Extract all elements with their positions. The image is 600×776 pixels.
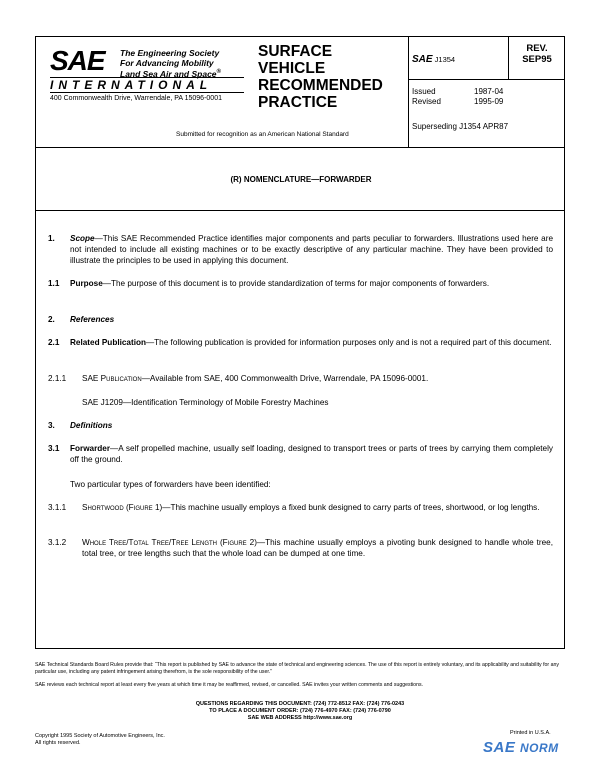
society-tagline <box>120 49 221 79</box>
society-line-2: For Advancing Mobility <box>120 57 214 68</box>
section-1-1 <box>48 278 553 302</box>
section-3 <box>48 420 553 432</box>
section-3-1-1 <box>48 502 553 526</box>
document-category <box>258 43 383 111</box>
international-banner: INTERNATIONAL <box>50 77 244 93</box>
section-heading: SAE Publication <box>82 374 142 383</box>
sae-norm-logo <box>483 740 559 756</box>
society-line-1: The Engineering Society <box>120 48 220 58</box>
review-notice: SAE reviews each technical report at least every five years at which time it may be reaffirmed, revised, or cancelled. SAE invites your written comments and suggestions. <box>35 682 423 688</box>
section-text: Forwarder—A self propelled machine, usually self loading, designed to transport trees or parts of trees by carrying them completely off the ground. <box>70 444 553 464</box>
section-2-1 <box>48 337 553 361</box>
section-text: SAE Publication—Available from SAE, 400 Commonwealth Drive, Warrendale, PA 15096-0001. <box>82 374 429 383</box>
sae-logo: SAE <box>50 45 105 76</box>
document-number <box>412 55 455 65</box>
section-text: Scope—This SAE Recommended Practice identifies major components and parts peculiar to forwarders. Illustrations used here are not intended to include all existing machines or to be exactly descriptive of any particular machine. They have been provided to illustrate the principles to be used in applying this document. <box>70 234 553 265</box>
header-divider-horizontal <box>408 79 565 80</box>
section-number: 1. <box>48 234 55 243</box>
category-line-3: RECOMMENDED <box>258 77 383 94</box>
title-box <box>35 147 565 211</box>
issued-label: Issued <box>412 87 436 96</box>
order-line: TO PLACE A DOCUMENT ORDER: (724) 776-4970 FAX: (724) 776-0790 <box>209 708 391 714</box>
technical-board-notice: SAE Technical Standards Board Rules provide that: “This report is published by SAE to advance the state of technical and engineering sciences. The use of this report is entirely voluntary, and its applicability and suitability for any particular use, including any patent infringement arising therefrom, is the sole responsibility of the user.” <box>35 662 559 675</box>
paragraph-text: Two particular types of forwarders have been identified: <box>70 480 271 489</box>
contact-block <box>35 701 565 722</box>
header-divider-vertical <box>408 37 409 147</box>
revised-label: Revised <box>412 97 441 106</box>
section-heading: Forwarder <box>70 444 111 453</box>
section-number: 2.1 <box>48 338 60 347</box>
section-heading: Whole Tree/Total Tree/Tree Length (Figure 2) <box>82 538 257 547</box>
sae-address: 400 Commonwealth Drive, Warrendale, PA 15096-0001 <box>50 95 222 102</box>
section-heading: Definitions <box>70 421 113 430</box>
section-number: 3.1.2 <box>48 538 67 547</box>
section-2 <box>48 314 553 326</box>
small-sae-logo: SAE <box>412 54 433 65</box>
rights-line: All rights reserved. <box>35 740 81 746</box>
norm-logo-sae: SAE <box>483 739 516 756</box>
section-number: 2. <box>48 315 55 324</box>
superseding-note: Superseding J1354 APR87 <box>412 122 509 131</box>
reference-entry <box>48 397 553 409</box>
section-number: 3. <box>48 421 55 430</box>
reference-text: SAE J1209—Identification Terminology of Mobile Forestry Machines <box>82 398 329 407</box>
document-title: (R) NOMENCLATURE—FORWARDER <box>230 175 372 184</box>
section-3-1-2 <box>48 537 553 561</box>
section-text: Related Publication—The following publication is provided for information purposes only and is not a required part of this document. <box>70 338 552 347</box>
printed-in: Printed in U.S.A. <box>510 730 551 736</box>
document-number-value: J1354 <box>434 55 456 64</box>
section-number: 2.1.1 <box>48 374 67 383</box>
revised-row <box>412 97 503 107</box>
forwarder-types-intro <box>48 479 553 491</box>
footer-notes <box>35 662 565 695</box>
copyright-block <box>35 733 165 747</box>
section-3-1 <box>48 443 553 467</box>
section-2-1-1 <box>48 373 553 385</box>
section-number: 3.1 <box>48 444 60 453</box>
revised-date: 1995-09 <box>474 97 504 106</box>
section-heading: References <box>70 315 115 324</box>
issued-date: 1987-04 <box>474 87 504 96</box>
society-line-3: Land Sea Air and Space® <box>120 68 221 79</box>
document-body <box>35 211 565 649</box>
issued-row <box>412 87 503 97</box>
document-header <box>35 36 565 148</box>
section-number: 1.1 <box>48 279 60 288</box>
section-number: 3.1.1 <box>48 503 67 512</box>
web-address-line: SAE WEB ADDRESS http://www.sae.org <box>247 715 353 721</box>
section-heading: Scope <box>70 234 95 243</box>
header-left <box>36 37 408 147</box>
section-text: Whole Tree/Total Tree/Tree Length (Figure 2)—This machine usually employs a pivoting bunk designed to handle whole tree, total tree, or tree lengths such that the whole load can be dumped at one time. <box>82 538 553 558</box>
category-line-2: VEHICLE <box>258 60 326 77</box>
copyright-line: Copyright 1995 Society of Automotive Engineers, Inc. <box>35 733 165 739</box>
section-heading: Related Publication <box>70 338 146 347</box>
section-text: Purpose—The purpose of this document is to provide standardization of terms for major components of forwarders. <box>70 279 490 288</box>
questions-line: QUESTIONS REGARDING THIS DOCUMENT: (724) 772-8512 FAX: (724) 776-0243 <box>195 701 405 707</box>
ansi-submission-note: Submitted for recognition as an American National Standard <box>176 131 349 138</box>
category-line-1: SURFACE <box>258 43 333 60</box>
issue-dates <box>412 87 503 107</box>
section-1 <box>48 233 553 269</box>
revision-label: REV. <box>526 43 548 54</box>
norm-logo-norm: NORM <box>520 741 559 755</box>
section-heading: Purpose <box>70 279 103 288</box>
revision-date: SEP95 <box>522 54 552 65</box>
section-heading: Shortwood (Figure 1) <box>82 503 163 512</box>
registered-mark: ® <box>216 69 221 75</box>
revision-box <box>508 43 566 65</box>
category-line-4: PRACTICE <box>258 94 338 111</box>
section-text: Shortwood (Figure 1)—This machine usually employs a fixed bunk designed to carry parts of trees, shortwood, or log lengths. <box>82 503 540 512</box>
